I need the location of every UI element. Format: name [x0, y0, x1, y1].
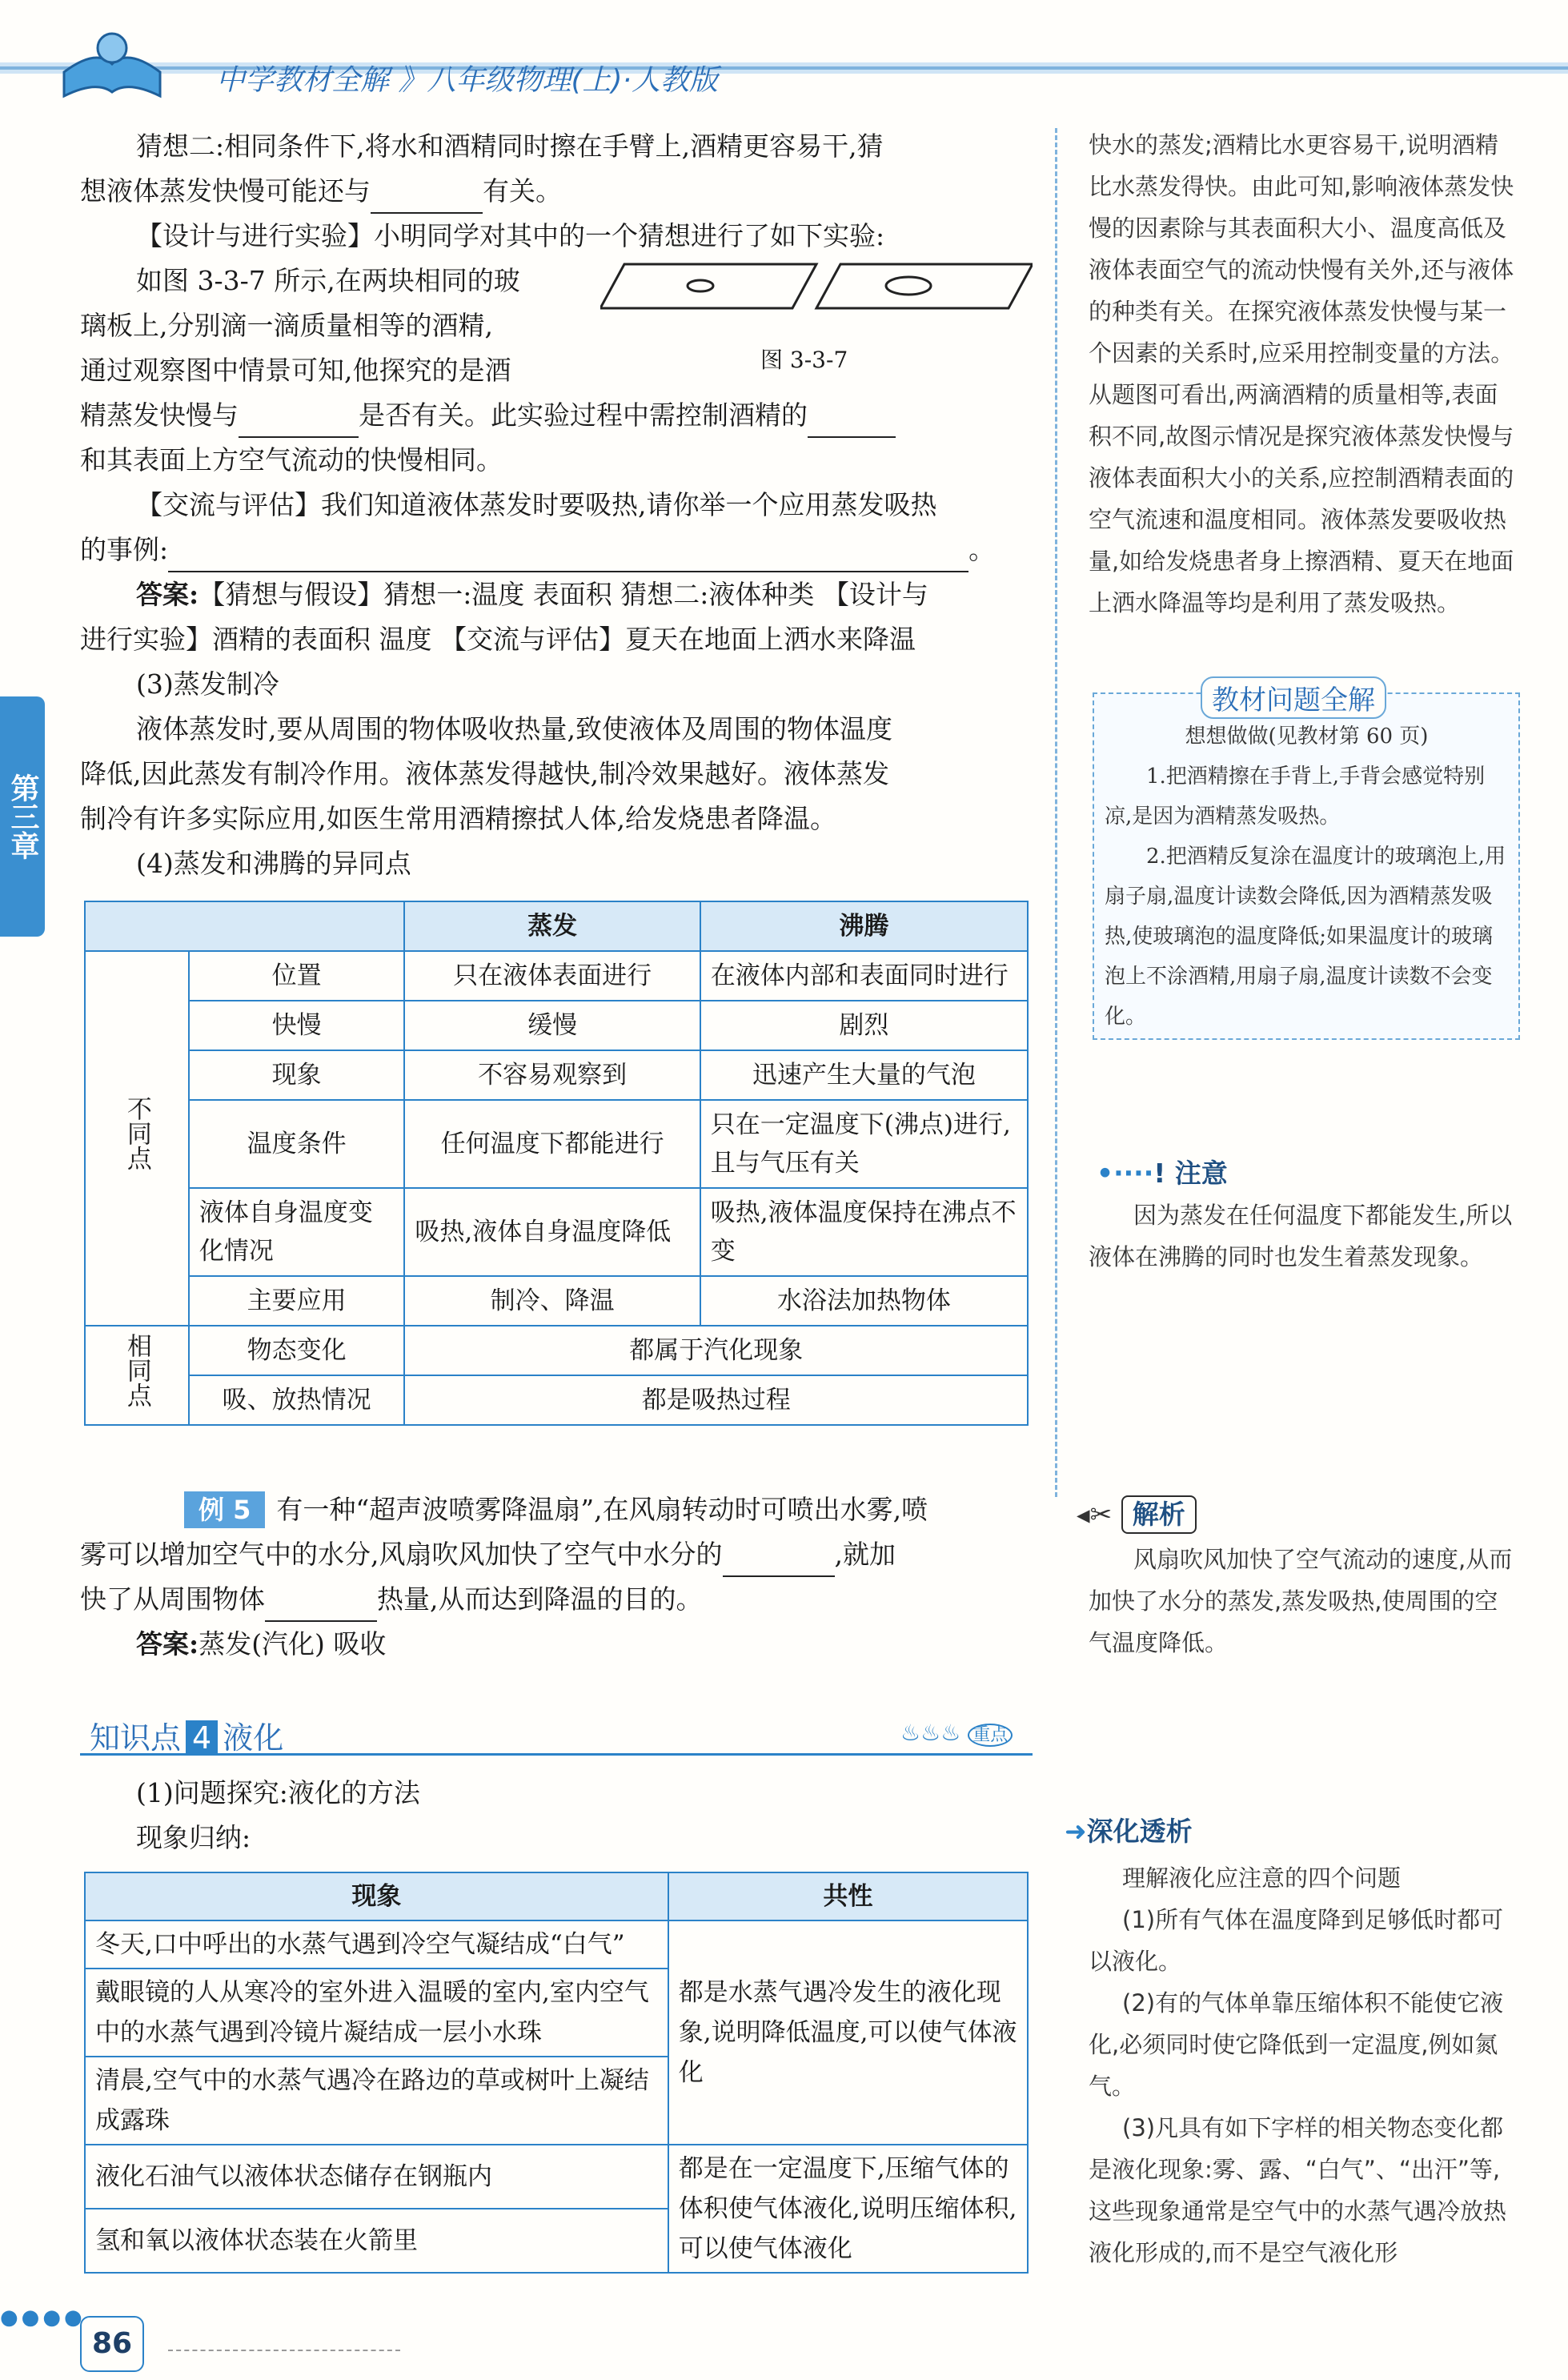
- table-row: [85, 1920, 1028, 1969]
- answer-blank[interactable]: [723, 1545, 835, 1577]
- table-cell: 都是吸热过程: [404, 1375, 1028, 1425]
- text: 精蒸发快慢与: [80, 399, 239, 431]
- side-analysis: 快水的蒸发;酒精比水更容易干,说明酒精比水蒸发得快。由此可知,影响液体蒸发快慢的因素除与其表面积大小、温度高低及液体表面空气的流动快慢有关外,还与液体的种类有关。在探究液体蒸发快慢与某一个因素的关系时,应采用控制变量的方法。从题图可看出,两滴酒精的质量相等,表面积不同,故图示情况是探究液体蒸发快慢与液体表面积大小的关系,应控制酒精表面的空气流速和温度相同。液体蒸发要吸收热量,如给发烧患者身上擦酒精、夏天在地面上洒水降温等均是利用了蒸发吸热。: [1089, 131, 1514, 616]
- paragraph: 通过观察图中情景可知,他探究的是酒: [80, 355, 511, 386]
- example-line: [80, 1532, 1041, 1577]
- table-cell: 清晨,空气中的水蒸气遇冷在路边的草或树叶上凝结成露珠: [85, 2057, 668, 2145]
- table-cell: 只在液体表面进行: [404, 951, 700, 1001]
- paragraph: 降低,因此蒸发有制冷作用。液体蒸发得越快,制冷效果越好。液体蒸发: [80, 758, 889, 789]
- paragraph: [80, 528, 1041, 572]
- answer-text: 【猜想与假设】猜想一:温度 表面积 猜想二:液体种类 【设计与: [199, 579, 928, 610]
- answer-label: 答案:: [136, 1628, 199, 1660]
- deep-subtitle: 理解液化应注意的四个问题: [1122, 1864, 1402, 1892]
- paragraph: 制冷有许多实际应用,如医生常用酒精擦拭人体,给发烧患者降温。: [80, 803, 836, 834]
- table-row: [85, 1001, 1028, 1050]
- table-cell: 物态变化: [189, 1326, 405, 1375]
- qa-subtitle: 想想做做(见教材第 60 页): [1185, 724, 1429, 749]
- paragraph: [80, 169, 1041, 214]
- text: 。: [968, 534, 996, 565]
- column-divider: [1055, 128, 1057, 1497]
- table-header-row: [85, 1872, 1028, 1920]
- table-row: [85, 1188, 1028, 1276]
- answer-blank[interactable]: [371, 182, 483, 214]
- table-cell: 吸热,液体温度保持在沸点不变: [700, 1188, 1028, 1276]
- example-label: 例 5: [184, 1491, 265, 1528]
- table-cell: 迅速产生大量的气泡: [700, 1050, 1028, 1100]
- table-cell: 快慢: [189, 1001, 405, 1050]
- textbook-qa-title: 教材问题全解: [1201, 676, 1386, 719]
- analysis-label: 解析: [1121, 1495, 1197, 1534]
- note-text: 因为蒸发在任何温度下都能发生,所以液体在沸腾的同时也发生着蒸发现象。: [1089, 1202, 1513, 1270]
- deep-item: (3)凡具有如下字样的相关物态变化都是液化现象:雾、露、“白气”、“出汗”等,这些现象通常是空气中的水蒸气遇冷放热液化形成的,而不是空气液化形: [1089, 2114, 1507, 2266]
- text: 想液体蒸发快慢可能还与: [80, 175, 371, 207]
- answer-blank[interactable]: [808, 406, 896, 438]
- table-cell: 任何温度下都能进行: [404, 1100, 700, 1188]
- scissors-icon: ◂✂: [1077, 1499, 1113, 1530]
- text: 热量,从而达到降温的目的。: [377, 1583, 703, 1615]
- table-cell: 液体自身温度变化情况: [189, 1188, 405, 1276]
- textbook-qa-content: [1105, 716, 1509, 1037]
- table-row: [85, 1326, 1028, 1375]
- table-cell: 制冷、降温: [404, 1276, 700, 1326]
- example-line: [80, 1577, 1041, 1622]
- table-row: [85, 1050, 1028, 1100]
- table-cell: 戴眼镜的人从寒冷的室外进入温暖的室内,室内空气中的水蒸气遇到冷镜片凝结成一层小水珠: [85, 1969, 668, 2057]
- deep-item: (2)有的气体单靠压缩体积不能使它液化,必须同时使它降低到一定温度,例如氮气。: [1089, 1989, 1504, 2100]
- table-cell: 都是水蒸气遇冷发生的液化现象,说明降低温度,可以使气体液化: [668, 1920, 1028, 2145]
- table-row: [85, 1276, 1028, 1326]
- answer: [80, 572, 1041, 617]
- paragraph: 液体蒸发时,要从周围的物体吸收热量,致使液体及周围的物体温度: [136, 713, 892, 745]
- page-number: 86: [80, 2316, 144, 2372]
- qa-item: 2.把酒精反复涂在温度计的玻璃泡上,用扇子扇,温度计读数会降低,因为酒精蒸发吸热,使玻璃泡的温度降低;如果温度计的玻璃泡上不涂酒精,用扇子扇,温度计读数不会变化。: [1105, 845, 1506, 1029]
- table-header-cell: 共性: [668, 1872, 1028, 1920]
- deep-content: [1089, 1857, 1521, 2274]
- kp-label: 知识点: [90, 1720, 182, 1756]
- text: 快了从周围物体: [80, 1583, 265, 1615]
- table-cell: 吸、放热情况: [189, 1375, 405, 1425]
- table-cell: 主要应用: [189, 1276, 405, 1326]
- deep-label: 深化透析: [1086, 1816, 1193, 1847]
- paragraph: 璃板上,分别滴一滴质量相等的酒精,: [80, 310, 493, 341]
- deep-title: [1065, 1811, 1193, 1848]
- analysis-text: 风扇吹风加快了空气流动的速度,从而加快了水分的蒸发,蒸发吸热,使周围的空气温度降低。: [1089, 1546, 1513, 1656]
- answer-cont: 进行实验】酒精的表面积 温度 【交流与评估】夏天在地面上洒水来降温: [80, 624, 916, 655]
- section-title: (3)蒸发制冷: [136, 668, 279, 700]
- answer: [80, 1622, 1041, 1667]
- table-cell: 现象: [189, 1050, 405, 1100]
- key-point-mark: [900, 1720, 1013, 1746]
- leader-line-icon: •····: [1097, 1158, 1154, 1189]
- answer-label: 答案:: [136, 579, 199, 610]
- table-header-cell: 沸腾: [700, 901, 1028, 951]
- table-cell: 只在一定温度下(沸点)进行,且与气压有关: [700, 1100, 1028, 1188]
- section-title: (4)蒸发和沸腾的异同点: [136, 848, 411, 879]
- text: 的事例:: [80, 534, 169, 565]
- table-header-cell: 蒸发: [404, 901, 700, 951]
- answer-text: 蒸发(汽化) 吸收: [199, 1628, 387, 1660]
- paragraph: 【设计与进行实验】小明同学对其中的一个猜想进行了如下实验:: [136, 220, 885, 251]
- example-5: [80, 1487, 1041, 1667]
- answer-blank[interactable]: [239, 406, 359, 438]
- group-label-same: [85, 1326, 189, 1425]
- paragraph: 【交流与评估】我们知道液体蒸发时要吸热,请你举一个应用蒸发吸热: [136, 489, 937, 520]
- table-header-row: [85, 901, 1028, 951]
- table-cell: 冬天,口中呼出的水蒸气遇到冷空气凝结成“白气”: [85, 1920, 668, 1969]
- table-cell: 吸热,液体自身温度降低: [404, 1188, 700, 1276]
- knowledge-point-title: [90, 1713, 283, 1757]
- paragraph: (1)问题探究:液化的方法: [136, 1777, 420, 1808]
- answer-blank[interactable]: [168, 540, 968, 572]
- answer-blank[interactable]: [265, 1590, 377, 1622]
- text: 雾可以增加空气中的水分,风扇吹风加快了空气中水分的: [80, 1539, 723, 1570]
- book-logo-icon: [48, 16, 176, 112]
- table-cell: 都属于汽化现象: [404, 1326, 1028, 1375]
- paragraph: 猜想二:相同条件下,将水和酒精同时擦在手臂上,酒精更容易干,猜: [136, 130, 884, 162]
- table-cell: 位置: [189, 951, 405, 1001]
- table-cell: 在液体内部和表面同时进行: [700, 951, 1028, 1001]
- liquefaction-intro: [80, 1771, 1041, 1860]
- table-cell: 都是在一定温度下,压缩气体的体积使气体液化,说明压缩体积,可以使气体液化: [668, 2145, 1028, 2273]
- table-header-cell: 现象: [85, 1872, 668, 1920]
- figure-caption: 图 3-3-7: [760, 347, 848, 373]
- text: ,就加: [834, 1539, 896, 1570]
- analysis-title: [1077, 1495, 1197, 1534]
- table-cell: 水浴法加热物体: [700, 1276, 1028, 1326]
- group-label: 相同点: [122, 1332, 151, 1407]
- flame-icon: ♨♨♨: [900, 1720, 961, 1746]
- figure-glass-plates: [600, 260, 1033, 316]
- liquefaction-table: [84, 1872, 1029, 2274]
- header-title: 中学教材全解 》八年级物理(上)·人教版: [216, 64, 718, 97]
- group-label-diff: [85, 951, 189, 1326]
- text: 有关。: [483, 175, 562, 207]
- paragraph: 现象归纳:: [136, 1822, 251, 1853]
- note-label: ! 注意: [1153, 1158, 1228, 1189]
- evaporation-boiling-table: [84, 901, 1029, 1426]
- table-row: [85, 951, 1028, 1001]
- footer-dots: ●●●●: [0, 2306, 86, 2330]
- footer-line: [168, 2350, 400, 2351]
- kp-number: 4: [186, 1720, 218, 1756]
- note-title: [1097, 1153, 1228, 1190]
- chapter-tab[interactable]: 第三章: [0, 696, 45, 937]
- qa-item: 1.把酒精擦在手背上,手背会感觉特别凉,是因为酒精蒸发吸热。: [1105, 765, 1486, 829]
- table-header-cell: [85, 901, 404, 951]
- deep-item: (1)所有气体在温度降到足够低时都可以液化。: [1089, 1906, 1504, 1975]
- main-column: [80, 124, 1041, 886]
- table-cell: 不容易观察到: [404, 1050, 700, 1100]
- table-row: [85, 1375, 1028, 1425]
- text: 有一种“超声波喷雾降温扇”,在风扇转动时可喷出水雾,喷: [276, 1494, 928, 1525]
- table-cell: 温度条件: [189, 1100, 405, 1188]
- table-cell: 液化石油气以液体状态储存在钢瓶内: [85, 2145, 668, 2209]
- example-line: [80, 1487, 1041, 1532]
- arrow-icon: ➜: [1065, 1816, 1087, 1847]
- table-row: [85, 1100, 1028, 1188]
- group-label: 不同点: [122, 1095, 151, 1170]
- table-row: [85, 2145, 1028, 2209]
- text: 是否有关。此实验过程中需控制酒精的: [359, 399, 808, 431]
- paragraph: [80, 393, 1041, 438]
- key-badge: 重点: [968, 1724, 1013, 1747]
- paragraph: 和其表面上方空气流动的快慢相同。: [80, 444, 503, 476]
- kp-title: 液化: [223, 1720, 284, 1756]
- paragraph: 如图 3-3-7 所示,在两块相同的玻: [136, 265, 520, 296]
- table-cell: 氢和氧以液体状态装在火箭里: [85, 2209, 668, 2273]
- table-cell: 缓慢: [404, 1001, 700, 1050]
- table-cell: 剧烈: [700, 1001, 1028, 1050]
